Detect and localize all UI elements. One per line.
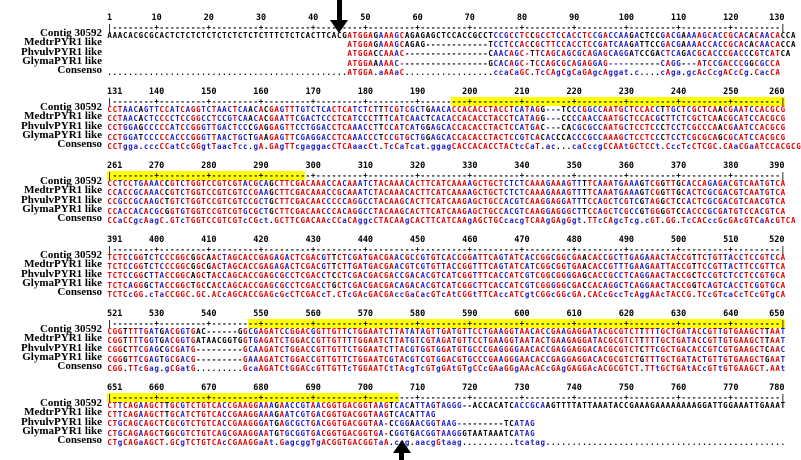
ruler-number: 560 [305,309,321,319]
ruler-number: 590 [462,309,478,319]
ruler-number: 690 [305,383,321,393]
ruler-number: 730 [514,383,530,393]
ruler-number: 230 [618,87,635,97]
row-label-contig-30592: Contig 30592 [39,249,102,262]
ruler-number: 150 [201,87,217,97]
ruler-number: 320 [409,161,426,171]
row-label-glymapyr1-like: GlymaPYR1 like [22,128,102,141]
ruler-number: 290 [253,161,269,171]
ruler-labels [107,87,787,97]
ruler-line: |--------+---------+---------+---------+---------+---------+---------+---------+---------+---------+---------+---------+---------| [107,171,786,180]
ruler-number: 440 [357,235,374,245]
sequence-row-1[interactable]: CCTAACAGTTCCATCAGGTCTAACTCAACACGAGTTTGTCTCACTCATCTCTTTCGTCGCTGAACACCACACCTACCTCATAGG---TCCCGGCCAATGCTCCACCTTGCTCGCTCAACGAATCCACGCG [107,105,786,114]
sequence-row-3[interactable]: CCTGGAGCCCCCATCCGGGTTGACTCCCGAGGAGTTCCTGGACCTCAAACCTTCCATCATGGAGCACCACACCTACTCCATGAC---CACGCGCCAATGCTCCTCCCTCCTCGCCCAACGAATCCACGCG [107,123,786,133]
ruler-number: 140 [148,87,165,97]
row-label-medtrpyr1-like: MedtrPYR1 like [24,36,102,49]
sequence-row-1[interactable]: CCTCCTGAAACCGTCTGGTCCGTCGTACGCAGCTTCGACAAACCACAAATCTACAAACACTTCATCAAAAGCTGCTCTCTCAAAGAAAGTTTTCAAATGAAAGTCGGTTGCACCAGAGACGTCAATGTCA [107,179,786,188]
ruler-number: 470 [514,235,530,245]
consensus-row[interactable]: CCTgga.cccCCatCcGGgtTaacTcc.gA.GAgTTcgaggacCTCAaacCt.TcCaTcat.ggagCACCACACCTACtcCaT.ac...caCccgCCAAtGCTCCt.CccTcCTCGC.CAaCGaATCCACGCG [107,141,801,151]
ruler-number: 420 [253,235,269,245]
ruler-labels [107,13,787,23]
ruler-number: 530 [148,309,165,319]
ruler-number: 521 [107,309,123,319]
sequence-row-3[interactable]: ATGGACCAAAC----------------CAACAGC-TTCAGCAGCGCAGAGCAGGATCCGACTCAGACGCACCCGACCCGTCATCA [347,49,791,59]
row-label-contig-30592: Contig 30592 [39,101,102,114]
up-arrow-stem [399,452,404,460]
row-label-glymapyr1-like: GlymaPYR1 like [22,276,102,289]
row-label-consenso: Consenso [57,64,102,76]
sequence-row-3[interactable]: CTGCAGCAGCTCGCGTCTGTCACCGAAGGGATGAGCGCTGACGGTGACGGTAA-CCGGAACGGTAAG---------TCATAG [107,419,535,429]
row-label-medtrpyr1-like: MedtrPYR1 like [24,184,102,197]
ruler-number: 220 [566,87,582,97]
ruler-line: |--------+---------+---------+---------+---------+---------+---------+---------+---------+---------+---------+---------+---------| [107,245,786,254]
ruler-number: 261 [107,161,123,171]
ruler-number: 280 [201,161,217,171]
alignment-block-2 [0,87,801,151]
ruler-number: 400 [148,235,165,245]
sequence-row-2[interactable]: TCTCCGGTCTCCCGGCGGCGACTAGCACCGAGAGACTCGACGTTCTTGATGACGAACGTCGTGTTACCGGTTTCAGTATCATCGGCGGTGAACACCGTTTGAAGAATTACCGTTCCGTTACTTCCGTTCA [107,262,786,272]
ruler-number: 10 [151,13,162,23]
alignment-block-1 [0,13,796,77]
ruler-number: 760 [670,383,687,393]
ruler-number: 250 [723,87,739,97]
ruler-number: 240 [670,87,687,97]
ruler-number: 210 [514,87,530,97]
ruler-number: 600 [514,309,530,319]
consensus-row[interactable]: CGG.TTcGag.gCGatG.........GcaAGATCtGGACcGTTGTTcTGGAATCtTAcgTcGTgGAtGTgCCcGAaGGgAAcACcGAgGAGGAcACGCGTCT.TTtGCTGAtACcGTtGTGAAGCT.AAt [107,363,786,373]
consensus-row[interactable]: CCaCCgcAagC.GTcTGGTCCGTCGTcCGct.GCTTCGACAAcCCaCAggcCTACAAgCACTTCATCAAgAGCTGCcacgTCAAgGAgGgt.TTcCAgcTcg.cGT.GG.TcCACccGcGAcGTCaAcGTCA [107,215,796,225]
ruler-number: 380 [723,161,739,171]
alignment-block-5 [0,309,787,373]
row-label-phvulvpyr1-like: PhvulvPYR1 like [21,45,102,58]
ruler-number: 50 [360,13,371,23]
ruler-number: 620 [618,309,635,319]
row-label-consenso: Consenso [57,434,102,446]
row-label-consenso: Consenso [57,286,102,298]
sequence-row-4[interactable]: ATGGAAAAAC-----------------GCACAGC-TCCAGCGCAGAGGAG----------CAGG---ATCCGACCCGGCGCCA [347,58,780,68]
row-label-contig-30592: Contig 30592 [39,175,102,188]
row-label-phvulvpyr1-like: PhvulvPYR1 like [21,341,102,354]
alignment-area [0,13,801,457]
ruler-number: 651 [107,383,123,393]
sequence-row-2[interactable]: ATGGAGAAAGCAGAG------------TCCTCCACCGCTTCCACCTCCGATCAAGATTCCGACGAAAACCACCGCACACAACACCA [347,40,796,50]
ruler-number: 70 [464,13,475,23]
ruler-number: 720 [462,383,478,393]
ruler-number: 700 [357,383,374,393]
ruler-number: 780 [769,383,785,393]
ruler-number: 520 [769,235,785,245]
row-label-contig-30592: Contig 30592 [39,27,102,40]
ruler-labels [107,309,787,319]
ruler-number: 610 [566,309,582,319]
ruler-number: 460 [462,235,478,245]
sequence-row-4[interactable]: TCTCAGGGCTACCGGCTGCCACCAGCACCGAGCGCCTCGACCTGCTCGACGACGACAGACACGTCATCGGCTTCACCATCGTCGGGGGCGACCACAGGCTCAGGAACTACCGGTCAGTCACCTCGGTGCA [107,280,786,290]
row-label-consenso: Consenso [57,360,102,372]
ruler-number: 20 [203,13,214,23]
alignment-block-4 [0,235,787,299]
sequence-row-2[interactable]: CCACCGCAAACCGTCTGGTCCGTCGTCCGAAGCTTCGACAAACCGCAAATCTACAAACACTTCATCAAAAGCTGCTCTCTCAAAGAAAGTTTTCAAATGAAAGTCGGTTGCACTCGCGACGTCAATGTCA [107,188,786,198]
ruler-number: 60 [412,13,423,23]
ruler-number: 510 [723,235,739,245]
ruler-labels [107,383,787,393]
sequence-row-4[interactable]: CCTGGATCCCCCACCCGGGTTAACTGCTGAAGAGTTCGAGGACCTCAAACCCTCCGTGCTGGAGCACCACACCTACTCCGTCACACCCACCCGCCAAAGCTCCTCCCTCCTCGCGCAGCGCATCCACGCG [107,132,786,142]
ruler-number: 360 [618,161,635,171]
ruler-number: 570 [357,309,374,319]
ruler-number: 130 [769,13,785,23]
ruler-number: 80 [516,13,528,23]
row-label-phvulvpyr1-like: PhvulvPYR1 like [21,193,102,206]
row-label-medtrpyr1-like: MedtrPYR1 like [24,258,102,271]
ruler-number: 710 [409,383,426,393]
ruler-number: 580 [409,309,426,319]
down-arrow-stem [337,0,342,20]
ruler-number: 640 [723,309,739,319]
row-label-medtrpyr1-like: MedtrPYR1 like [24,406,102,419]
row-label-glymapyr1-like: GlymaPYR1 like [22,424,102,437]
ruler-number: 430 [305,235,321,245]
row-label-medtrpyr1-like: MedtrPYR1 like [24,110,102,123]
ruler-number: 410 [201,235,217,245]
up-arrow-icon [393,440,411,460]
sequence-row-4[interactable]: CCACCACACGCGGTGTGGTCCGTCGTGCGCTGCTTCGACAACCCACAGGCCTACAAGCACTTCATCAAGAGCTGCCACGTCAAGGAGGGCTTCCAGCTCGCCGTGGGGTCCACCCGCGATGTCCACGTCA [107,206,786,216]
row-label-medtrpyr1-like: MedtrPYR1 like [24,332,102,345]
sequence-row-2[interactable]: CCTAACACTCCCCTCCGGCCTCCGTCAACACGAATTCGACTCCCTCATCCCTTTCATCAACTCACACCACACCTACCTCATAGG---CCCCAACCAATGCTCCACGCTTCTCGCTCAACGCATCCACGCG [107,114,786,124]
ruler-number: 190 [409,87,426,97]
row-label-consenso: Consenso [57,138,102,150]
ruler-number: 310 [357,161,374,171]
sequence-row-1[interactable]: TCTCCGGTCTCCCGGCGGCAACTAGCACCGAGAGACTCGACGTTCTCGATGACGAACGCCGTGTCACCGGATTCAGTATCACCGGCGGCGAACACCGCTTGAGAAACTACCGTTCTGTTACCTCCGTCCA [107,253,786,262]
ruler-number: 300 [305,161,321,171]
ruler-line: |--------+---------+---------+---------+---------+---------+---------+---------+---------+---------+---------+---------+---------| [107,393,786,402]
ruler-number: 100 [618,13,635,23]
ruler-number: 200 [462,87,478,97]
ruler-number: 660 [148,383,165,393]
sequence-row-4[interactable]: CTGCAGAAGCTGGCGTCTGTCAGCGAAGGAATGTGCGGTGACGGTGACGGTGA-CGGTGACGGTAAGGGTAATAAATCATAG [107,428,535,438]
row-label-contig-30592: Contig 30592 [39,397,102,410]
ruler-number: 350 [566,161,582,171]
ruler-number: 540 [201,309,217,319]
sequence-row-1[interactable]: CGGTTTTGATGACGGTGAC------GGCGAGATCCGGACGGTTGTTCTGGAATCTTATATAGTTGATGTTCCTGAAGGTAACACCGAAGAGGATACGCGTCTTTTTGCTGATACCGTTGTGAAGCTTAAT [107,327,786,336]
ruler-number: 450 [409,235,426,245]
ruler-number: 680 [253,383,269,393]
ruler-line: |--------+---------+---------+---------+---------+---------+---------+---------+---------+---------+---------+---------+---------| [107,23,786,32]
ruler-number: 160 [253,87,269,97]
ruler-number: 740 [566,383,582,393]
sequence-row-3[interactable]: CGGCTTCGAGCGCGATG---------GCAAGATCTGGACCGTTGTTCTGGAATCTTACGTGGTGGATGTGCCCGAGGGGAACACCGAGGAGGACACGCGTCTCTTCGCTGACACCGTCGTGAAGCTCAAC [107,345,786,355]
ruler-number: 180 [357,87,374,97]
ruler-number: 630 [670,309,687,319]
ruler-number: 550 [253,309,269,319]
ruler-labels [107,235,787,245]
sequence-row-2[interactable]: CTTCAGAAGCTTGCATCTGTCACCGAAGGAAAGAATCGTGACGGTGACGGTAAGTCACATTAG [107,410,436,420]
ruler-number: 270 [148,161,165,171]
ruler-line: |--------+---------+---------+---------+---------+---------+---------+---------+---------+---------+---------+---------+---------| [107,97,786,106]
alignment-block-3 [0,161,796,225]
down-arrow-icon [330,0,348,33]
row-label-phvulvpyr1-like: PhvulvPYR1 like [21,119,102,132]
ruler-number: 770 [723,383,739,393]
ruler-number: 391 [107,235,123,245]
alignment-block-6 [0,383,787,447]
ruler-number: 110 [670,13,687,23]
ruler-number: 390 [769,161,785,171]
ruler-number: 1 [107,13,113,23]
ruler-number: 170 [305,87,321,97]
ruler-number: 370 [670,161,687,171]
row-label-phvulvpyr1-like: PhvulvPYR1 like [21,415,102,428]
ruler-number: 131 [107,87,123,97]
sequence-row-2[interactable]: CGGTTTTGGTGACGGTGATAACGGTGGTGAGATCTGGACCGTTGTTTTGGAATCTTATGTCGTAGATGTTCCTGAAGGTAATACTGAAGAGGATACGCGTCTTTTTGCTGATACCGTTGTGAAGCTTAAT [107,336,786,346]
row-label-glymapyr1-like: GlymaPYR1 like [22,54,102,67]
ruler-number: 90 [569,13,580,23]
consensus-row[interactable]: TCTCcGG.cTaCCGGC.GC.ACcAGCACCGAGcGcCTCGACcT.CTcGAcGACGAccGaCacGTcAtCGGtTTCAccATCgtCGGcGGcGA.CACcGccTcAggAAcTACCG.TCcGTcaCcTCcGTgCA [107,289,786,299]
row-label-glymapyr1-like: GlymaPYR1 like [22,202,102,215]
ruler-number: 750 [618,383,635,393]
ruler-number: 40 [308,13,319,23]
ruler-number: 120 [723,13,739,23]
sequence-row-3[interactable]: CCGCCGCAAGCTGTCTGGTCCGTCGTCCGCTGCTTCGACAACCCCCAGGCCTACAAGCACTTCATCAAGAGCTGCCACGTCAAGGAGGATTTCCAGCTCGTCGTAGGCTCCACTCGCGACGTCAACGTCA [107,197,786,207]
ruler-labels [107,161,787,171]
ruler-number: 670 [201,383,217,393]
consensus-row[interactable]: CTgCAGaAGCT.GCgTCTGTCAcCGAAGGaAt.GagcggTgACGGTGACGGTaA.ccg.aacgGtaag..........tcatag.............................................. [107,437,786,447]
ruler-number: 340 [514,161,530,171]
ruler-number: 330 [462,161,478,171]
ruler-number: 490 [618,235,635,245]
sequence-row-1[interactable]: CTTCAGAAGCTTGCGTCTGTCACCGAAGGAAAGAACCGTAACGGTGACGGTAAGTCACATTAGTAGGG--ACCACATCACCGCAAGTTTTATTAAATACCGAAAGAAAAAAAAGGATTGGAAATTGAAAT [107,401,786,410]
row-label-phvulvpyr1-like: PhvulvPYR1 like [21,267,102,280]
ruler-line: |--------+---------+---------+---------+---------+---------+---------+---------+---------+---------+---------+---------+---------| [107,319,786,328]
row-label-glymapyr1-like: GlymaPYR1 like [22,350,102,363]
ruler-number: 500 [670,235,687,245]
sequence-row-3[interactable]: TCTCCGGCTTACCGGCAGCTACCAGCACCGAGCGCCTCGACCTCCTCGACGACGACCGACACGTCATCGGTTTCACCATCGTCGGCGGGGAGCACCGCCTCAGGAACTACCGCTCCGTCTCCTCCGTGCA [107,271,786,281]
ruler-number: 30 [255,13,267,23]
consensus-row[interactable]: ..............................................ATGGA.aAAaC.................ccaCaGC.TcCAgCgCaGAgcAggat.c....cAga.gcAcCcgACcCg.CacCA [107,67,780,77]
down-arrow-head [330,20,348,33]
ruler-number: 480 [566,235,582,245]
ruler-number: 260 [769,87,785,97]
sequence-row-1[interactable]: AAACACGCGCACTCTCTCTCTCTCTCTCTCTTTCTCTCACTTCACGATGGAGAAAGCAGAGAGCTCCACCGCCTCCGCCTCCGCCTCCACCTCCGACCAAGACTCCGACGAAAAGCACCGCACACAACACCA [107,31,796,40]
sequence-row-4[interactable]: CGGGTTCGAGTGCGACG---------GAAAGATCTGGACCGTTGTTCTGGAATCGTACGTCGTGGACGTGCCCGAAGGGAACACCGAGGAGGACACGCGTCTGTTTGCTGATACTGTTGTGAAGCTGAAT [107,354,786,364]
row-label-contig-30592: Contig 30592 [39,323,102,336]
row-label-consenso: Consenso [57,212,102,224]
ruler-number: 650 [769,309,785,319]
